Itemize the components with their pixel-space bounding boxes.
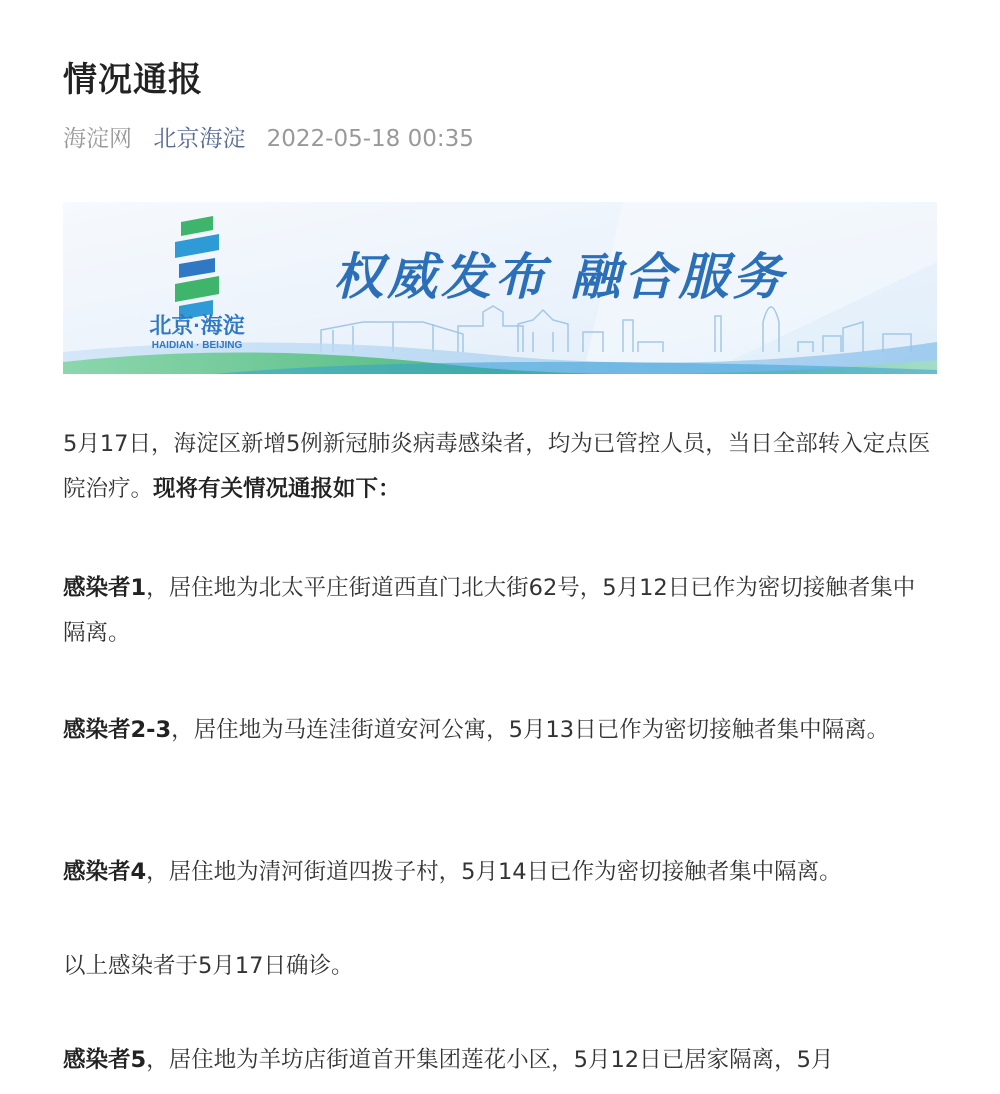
banner-slogan: 权威发布 融合服务	[333, 247, 787, 306]
paragraph-case-4: 感染者4，居住地为清河街道四拨子村，5月14日已作为密切接触者集中隔离。	[63, 859, 842, 885]
paragraph-confirmation: 以上感染者于5月17日确诊。	[63, 953, 354, 979]
logo-subtext: HAIDIAN · BEIJING	[151, 340, 243, 351]
article-meta	[63, 120, 488, 153]
intro-emphasis: 现将有关情况通报如下：	[153, 476, 401, 502]
publish-time: 2022-05-18 00:35	[266, 126, 474, 152]
paragraph-intro: 5月17日，海淀区新增5例新冠肺炎病毒感染者，均为已管控人员，当日全部转入定点医院治疗。现将有关情况通报如下：	[63, 431, 931, 502]
case-label: 感染者5	[63, 1047, 147, 1073]
header-banner-image	[63, 202, 937, 374]
case-label: 感染者2-3	[63, 717, 172, 743]
paragraph-case-1: 感染者1，居住地为北太平庄街道西直门北大街62号，5月12日已作为密切接触者集中隔离。	[63, 575, 916, 646]
logo-text: 北京·海淀	[149, 313, 245, 338]
article-title: 情况通报	[63, 60, 203, 100]
case-label: 感染者1	[63, 575, 147, 601]
paragraph-case-5: 感染者5，居住地为羊坊店街道首开集团莲花小区，5月12日已居家隔离，5月	[63, 1047, 834, 1073]
account-name-link[interactable]: 北京海淀	[153, 126, 246, 152]
article-source: 海淀网	[63, 126, 132, 152]
paragraph-case-2-3: 感染者2-3，居住地为马连洼街道安河公寓，5月13日已作为密切接触者集中隔离。	[63, 717, 890, 743]
case-label: 感染者4	[63, 859, 147, 885]
